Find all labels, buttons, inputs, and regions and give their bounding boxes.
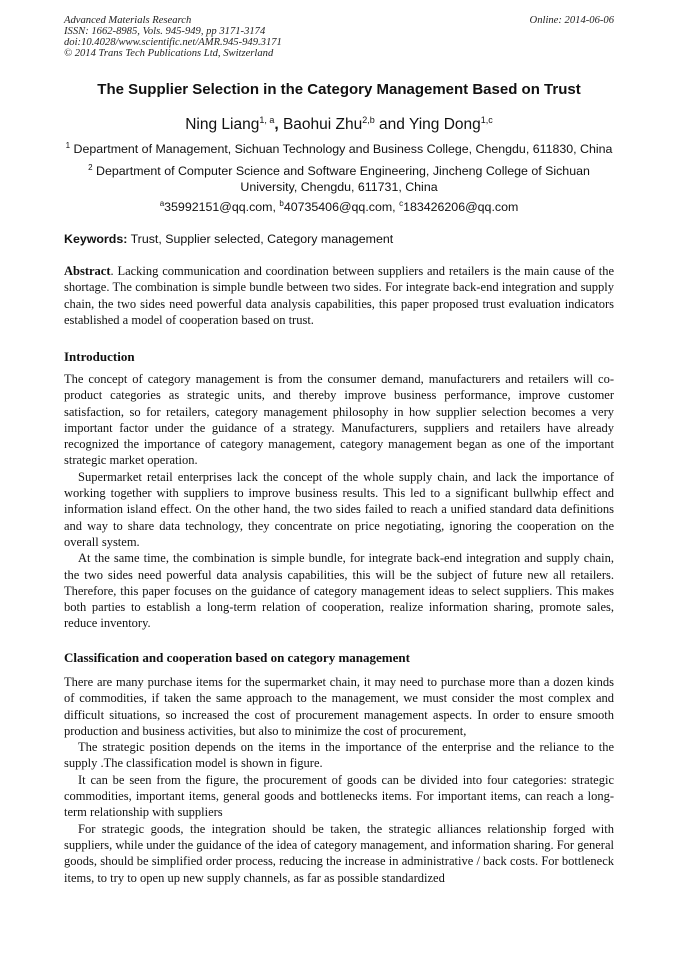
author-name: Baohui Zhu [282, 116, 363, 133]
email-link[interactable]: 35992151@qq.com, [164, 200, 280, 214]
classification-body [64, 674, 614, 886]
email-link[interactable]: 183426206@qq.com [403, 200, 519, 214]
section-heading-introduction: Introduction [64, 349, 135, 364]
author-line [0, 115, 678, 134]
keywords-label: Keywords: [64, 232, 128, 246]
author-separator: and [374, 116, 409, 133]
author-affiliation-mark: 1,c [480, 115, 493, 125]
paragraph: The strategic position depends on the items in the importance of the enterprise and the reliance to the supply .The classification model is shown in figure. [64, 740, 614, 771]
email-link[interactable]: 40735406@qq.com, [283, 200, 400, 214]
journal-header [64, 15, 282, 59]
email-mark: b [279, 199, 284, 208]
abstract-label: Abstract [64, 264, 111, 278]
paragraph: There are many purchase items for the supermarket chain, it may need to purchase more than a dozen kinds of commodities, if taken the same approach to the management, we must consider the most complex and difficult situations, so increased the cost of procurement management aspects. In order to ensure smooth production and business activities, but also to minimize the cost of procurement, [64, 675, 614, 738]
paragraph: The concept of category management is from the consumer demand, manufacturers and retailers will co-product categories as strategic units, and thereby improve business performance, improve customer satisfaction, so for retailers, category management philosophy in how supplier selection becomes a very important factor under the guidance of a strategy. Manufacturers, suppliers and retailers have already recognized the importance of category management, category management began as one of the important strategic market operation. [64, 372, 614, 468]
affiliation-text: Department of Computer Science and Software Engineering, Jincheng College of Sichuan University, Chengdu, 611731, China [96, 164, 590, 194]
abstract-paragraph [64, 263, 614, 328]
journal-name: Advanced Materials Research [64, 15, 192, 26]
abstract [64, 263, 614, 328]
author-affiliation-mark: 1, a [259, 115, 275, 125]
email-mark: a [159, 199, 165, 208]
author-separator: , [274, 116, 283, 133]
online-date: Online: 2014-06-06 [529, 15, 614, 26]
abstract-text: . Lacking communication and coordination between suppliers and retailers is the main cause of the shortage. The combination is simple bundle between two sides. For integrate back-end integration and supply chain, the two sides need powerful data analysis capabilities, this paper proposed trust evaluation indicators established a model of cooperation based on trust. [64, 264, 614, 327]
paragraph: Supermarket retail enterprises lack the concept of the whole supply chain, and lack the importance of working together with suppliers to improve business results. This led to a significant bullwhip effect and information island effect. On the other hand, the two sides failed to reach a unified standard data definitions and way to share data technology, they concentrate on price negotiating, ignoring the cooperation on the overall system. [64, 469, 614, 549]
author-name: Ying Dong [408, 116, 481, 133]
introduction-body [64, 371, 614, 632]
author-affiliation-mark: 2,b [362, 115, 375, 125]
copyright-line: © 2014 Trans Tech Publications Ltd, Switzerland [64, 48, 274, 59]
keywords-text: Trust, Supplier selected, Category management [127, 232, 394, 246]
affiliation-mark: 1 [65, 141, 71, 150]
section-heading-classification: Classification and cooperation based on category management [64, 650, 410, 665]
email-mark: c [399, 199, 404, 208]
affiliation-2 [64, 160, 614, 195]
paragraph: At the same time, the combination is simple bundle, for integrate back-end integration and supply chain, the two sides need powerful data analysis capabilities, this will be the subject of future new all retailers. Therefore, this paper focuses on the guidance of category management ideas to select suppliers. This makes both parties to establish a long-term relation of cooperation, realize information sharing, promote sales, reduce inventory. [64, 551, 614, 631]
affiliation-1 [64, 138, 614, 157]
issn-line: ISSN: 1662-8985, Vols. 945-949, pp 3171-3174 [64, 26, 266, 37]
paragraph: It can be seen from the figure, the procurement of goods can be divided into four categories: strategic commodities, important items, general goods and bottlenecks items. For important items, can reach a long-term relationship with suppliers [64, 772, 614, 820]
author-name: Ning Liang [185, 116, 260, 133]
affiliation-mark: 2 [88, 163, 93, 172]
affiliation-text: Department of Management, Sichuan Technology and Business College, Chengdu, 611830, China [73, 142, 613, 156]
doi-line[interactable]: doi:10.4028/www.scientific.net/AMR.945-949.3171 [64, 37, 282, 48]
keywords [64, 232, 393, 246]
paragraph: For strategic goods, the integration should be taken, the strategic alliances relationship forged with suppliers, while under the guidance of the idea of category management, and information sharing. For general goods, should be simplified order process, reducing the increase in administrative / back costs. For bottleneck items, to try to open up new supply channels, as far as possible standardized [64, 821, 614, 885]
email-line [64, 196, 614, 215]
paper-title: The Supplier Selection in the Category Management Based on Trust [97, 81, 581, 98]
